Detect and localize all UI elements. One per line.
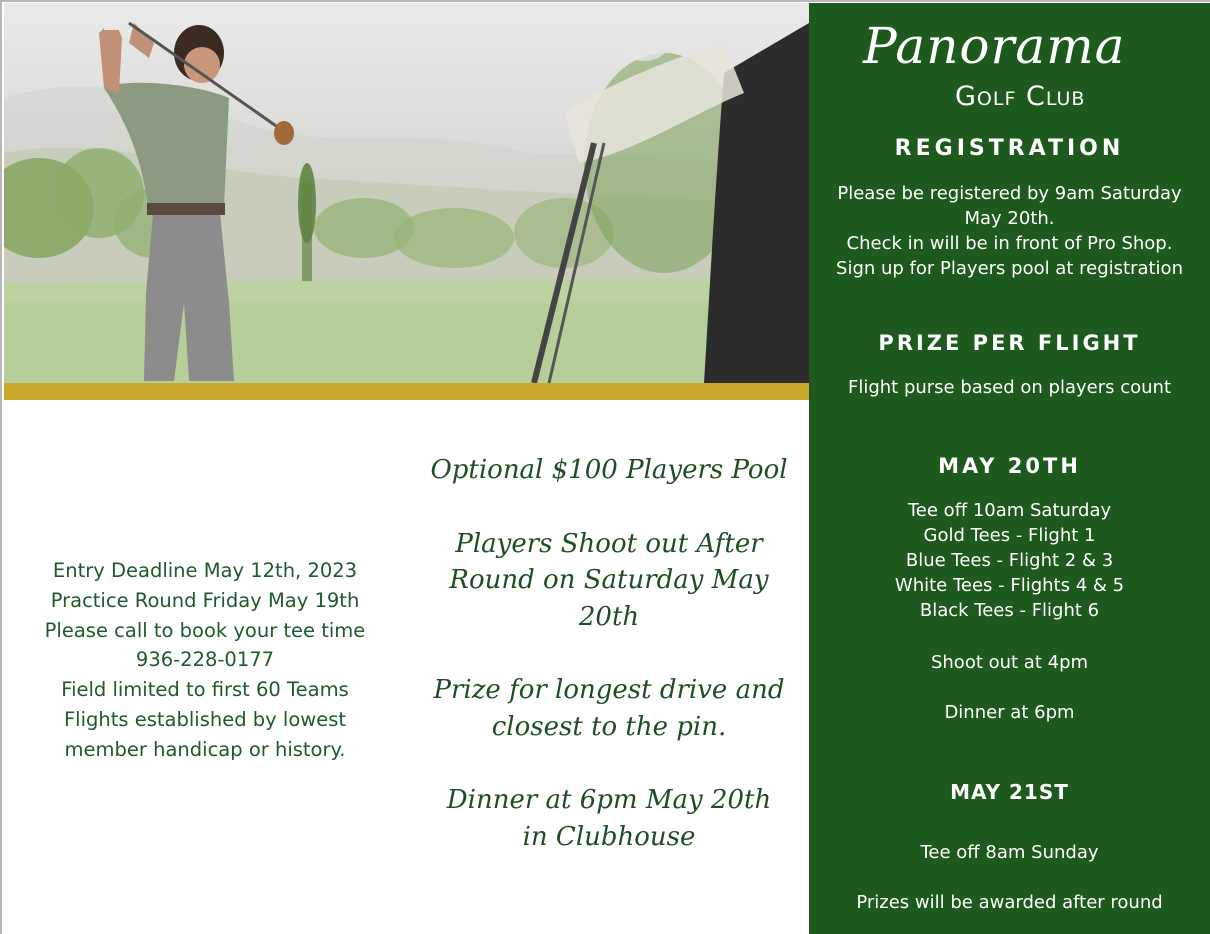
dinner-line-1: Dinner at 6pm May 20th <box>446 785 772 815</box>
logo-subtitle <box>955 81 1085 112</box>
logo-script: Panorama <box>863 17 1126 75</box>
flights-note-1: Flights established by lowest <box>63 707 347 731</box>
registration-text <box>809 181 1210 281</box>
golf-photo <box>4 3 809 383</box>
tee-time-note: Please call to book your tee time <box>44 618 366 642</box>
registration-title: REGISTRATION <box>894 136 1125 161</box>
may20-shootout: Shoot out at 4pm <box>930 652 1089 673</box>
entry-deadline: Entry Deadline May 12th, 2023 <box>52 559 358 582</box>
may21-teeoff: Tee off 8am Sunday <box>920 842 1099 863</box>
logo-subtitle-text: Golf Club <box>955 81 1086 112</box>
schedule-panel <box>809 3 1210 934</box>
practice-round: Practice Round Friday May 19th <box>50 588 360 612</box>
may20-line-1: Tee off 10am Saturday <box>907 500 1112 521</box>
shootout-line-2: Round on Saturday May <box>449 565 769 595</box>
event-details <box>20 556 390 765</box>
may20-line-3: Blue Tees - Flight 2 & 3 <box>905 550 1114 571</box>
prize-line-1: Prize for longest drive and <box>433 675 785 705</box>
players-pool: Optional $100 Players Pool <box>430 455 788 485</box>
gold-divider-bar <box>4 383 809 400</box>
event-highlights <box>420 452 798 855</box>
may20-schedule <box>809 498 1210 623</box>
shootout-line-1: Players Shoot out After <box>455 528 763 559</box>
may20-title: MAY 20TH <box>938 454 1081 478</box>
registration-line-4: Sign up for Players pool at registration <box>836 258 1183 279</box>
may21-prizes: Prizes will be awarded after round <box>856 892 1163 913</box>
field-limit: Field limited to first 60 Teams <box>61 678 349 702</box>
flights-note-2: member handicap or history. <box>64 737 346 761</box>
prize-text: Flight purse based on players count <box>847 377 1172 398</box>
shootout-line-3: 20th <box>578 601 640 632</box>
prize-line-2: closest to the pin. <box>491 711 727 742</box>
prize-title: PRIZE PER FLIGHT <box>878 331 1141 355</box>
may21-title: MAY 21ST <box>950 780 1069 804</box>
may20-line-2: Gold Tees - Flight 1 <box>923 525 1096 546</box>
may20-line-4: White Tees - Flights 4 & 5 <box>894 575 1125 596</box>
may20-dinner: Dinner at 6pm <box>944 702 1075 723</box>
dinner-line-2: in Clubhouse <box>522 821 696 852</box>
phone-number: 936-228-0177 <box>135 648 275 672</box>
club-logo <box>861 17 1151 117</box>
registration-line-1: Please be registered by 9am Saturday <box>837 183 1182 204</box>
registration-line-3: Check in will be in front of Pro Shop. <box>846 233 1173 254</box>
registration-line-2: May 20th. <box>964 208 1055 229</box>
may20-line-5: Black Tees - Flight 6 <box>919 600 1100 621</box>
